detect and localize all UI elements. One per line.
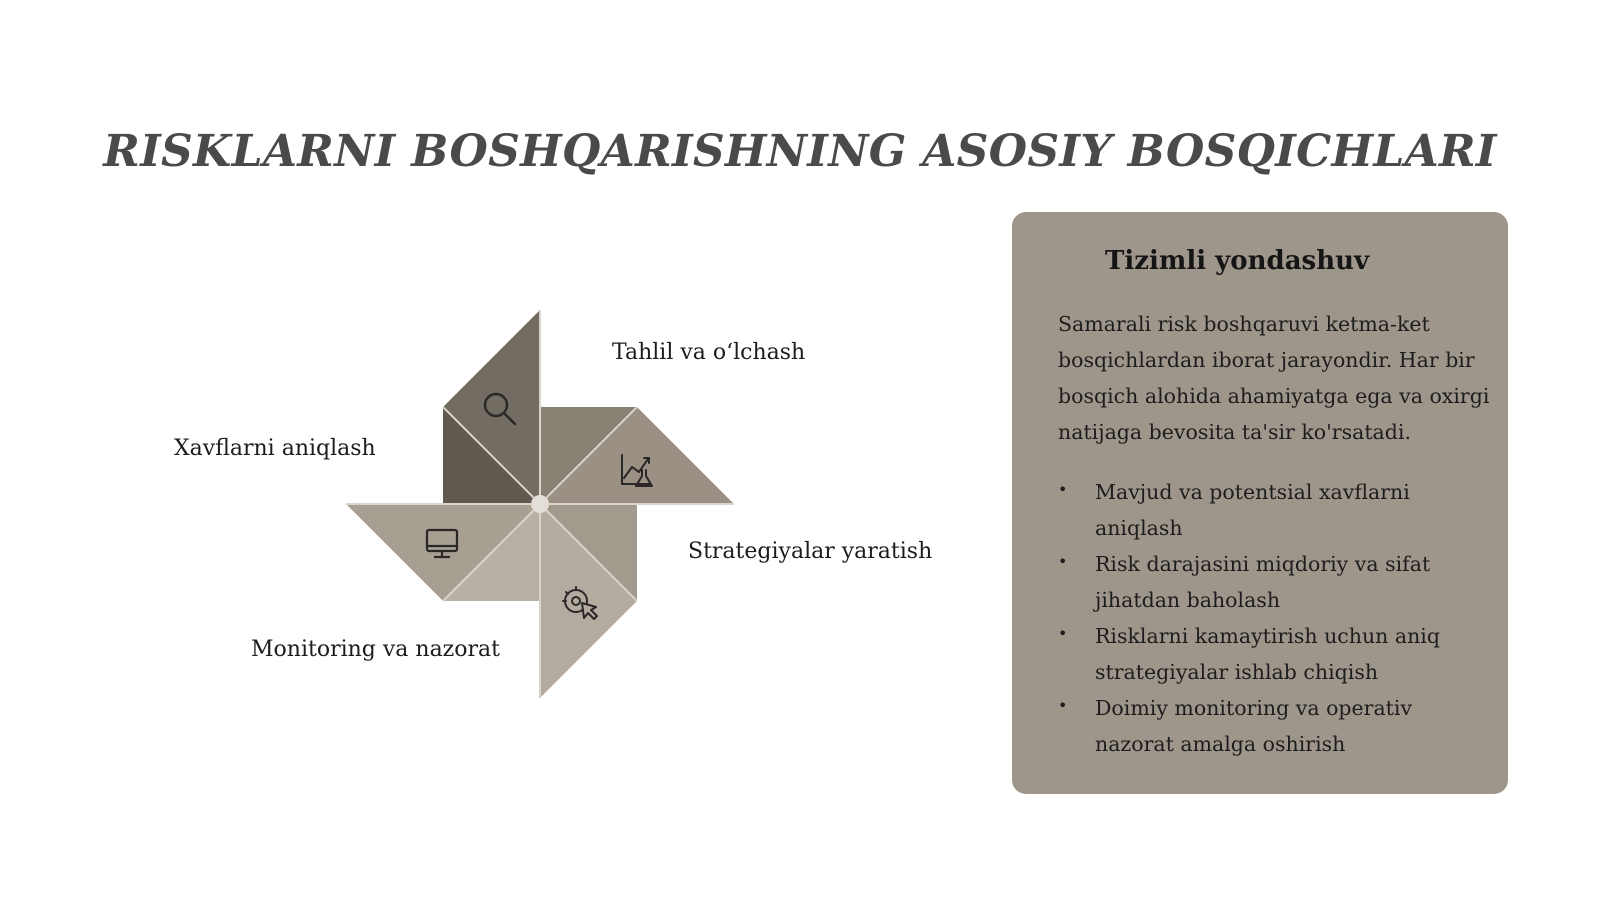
blade-right bbox=[540, 407, 734, 504]
bullet-item bbox=[1058, 546, 1488, 618]
panel-title: Tizimli yondashuv bbox=[1105, 246, 1370, 276]
bullet-item bbox=[1058, 474, 1488, 546]
info-panel bbox=[1012, 212, 1508, 794]
blade-bottom bbox=[540, 504, 637, 698]
label-monitoring: Monitoring va nazorat bbox=[251, 637, 500, 662]
bullet-text: Risklarni kamaytirish uchun aniq strategiyalar ishlab chiqish bbox=[1095, 624, 1440, 684]
bullet-item bbox=[1058, 690, 1488, 762]
pinwheel-center bbox=[531, 495, 549, 513]
bullet-text: Risk darajasini miqdoriy va sifat jihatdan baholash bbox=[1095, 552, 1431, 612]
bullet-dot: • bbox=[1058, 480, 1068, 499]
bullet-item bbox=[1058, 618, 1488, 690]
slide-title: RISKLARNI BOSHQARISHNING ASOSIY BOSQICHLARI bbox=[103, 126, 1497, 177]
bullet-text: Mavjud va potentsial xavflarni aniqlash bbox=[1095, 480, 1410, 540]
label-xavflarni: Xavflarni aniqlash bbox=[174, 436, 376, 461]
panel-description: Samarali risk boshqaruvi ketma-ket bosqichlardan iborat jarayondir. Har bir bosqich alohida ahamiyatga ega va oxirgi natijaga bevosita ta'sir ko'rsatadi. bbox=[1058, 312, 1490, 444]
blade-top bbox=[443, 310, 540, 504]
label-strategiyalar: Strategiyalar yaratish bbox=[688, 539, 933, 564]
bullet-list bbox=[1058, 474, 1488, 762]
bullet-text: Doimiy monitoring va operativ nazorat amalga oshirish bbox=[1095, 696, 1413, 756]
bullet-dot: • bbox=[1058, 624, 1068, 643]
label-tahlil: Tahlil va oʻlchash bbox=[612, 340, 806, 365]
bullet-dot: • bbox=[1058, 696, 1068, 715]
bullet-dot: • bbox=[1058, 552, 1068, 571]
